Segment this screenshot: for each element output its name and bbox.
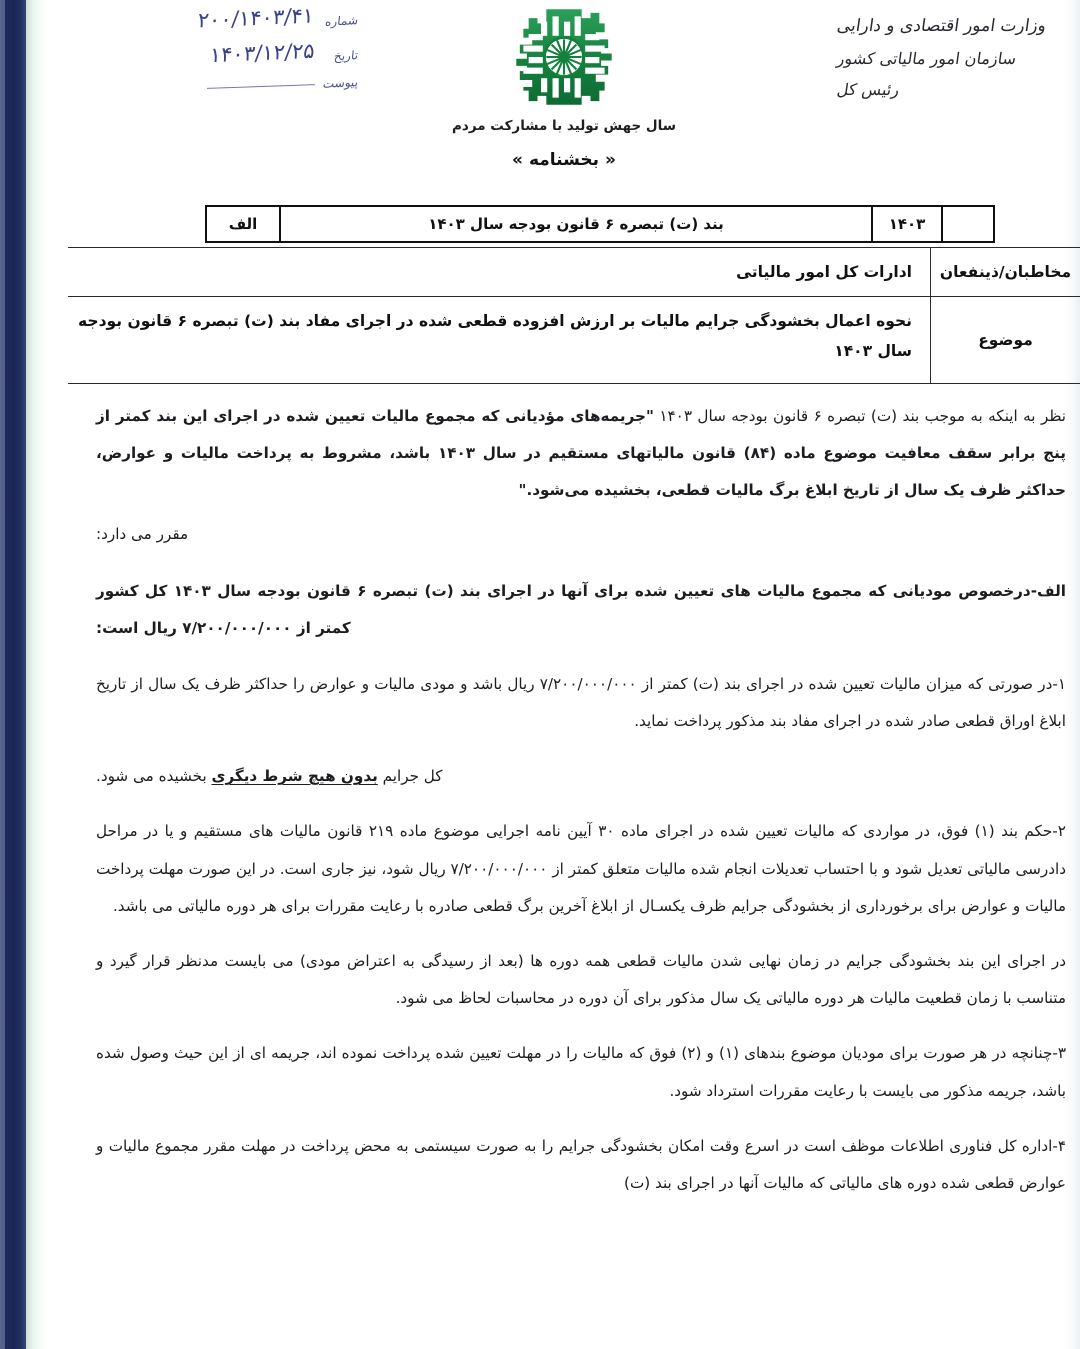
subject-value: نحوه اعمال بخشودگی جرایم مالیات بر ارزش افزوده قطعی شده در اجرای مفاد بند (ت) تبصره ۶ قانون بودجه سال ۱۴۰۳ [78, 312, 912, 361]
clause-1-emphasis: بدون هیچ شرط دیگری [211, 767, 378, 786]
subject-label: موضوع [930, 297, 1080, 383]
clause-1-lead: کل جرایم [377, 767, 443, 786]
clause-3-paragraph: ۳-چنانچه در هر صورت برای مودیان موضوع بندهای (۱) و (۲) فوق که مالیات را در مهلت تعیین شده پرداخت نموده اند، جریمه ای از این حیث وصول شده باشد، جریمه مذکور می بایست با رعایت مقررات استرداد شود. [96, 1044, 1066, 1100]
scan-strip-outer-edge [0, 0, 5, 1349]
attachment-label: پیوست [322, 75, 359, 91]
date-label: تاریخ [333, 48, 359, 64]
number-label: شماره [324, 13, 359, 29]
audience-value: ادارات کل امور مالیاتی [736, 263, 912, 281]
section-alef-paragraph: الف-درخصوص مودیانی که مجموع مالیات های تعیین شده برای آنها در اجرای بند (ت) تبصره ۶ قانون بودجه سال ۱۴۰۳ کل کشور کمتر از ۷/۲۰۰/۰۰۰/۰۰۰ ریال است: [96, 582, 1067, 638]
clause-4-paragraph: ۴-اداره کل فناوری اطلاعات موظف است در اسرع وقت امکان بخشودگی جرایم را به صورت سیستمی به محض پرداخت در مهلت مقرر مجموع مالیات و عوارض قطعی شده دوره های مالیاتی که مالیات آنها در اجرای بند (ت) [96, 1136, 1066, 1193]
emblem-block [48, 4, 1080, 170]
letter-header [48, 0, 1080, 200]
clause-2-continuation: در اجرای این بند بخشودگی جرایم در زمان نهایی شدن مالیات قطعی همه دوره ها (بعد از رسیدگی به اعتراض مودی) می بایست مدنظر قرار گیرد و متناسب با زمان قطعیت مالیات هر دوره مالیاتی یک سال مذکور برای آن دوره در محاسبات لحاظ می شود. [96, 952, 1066, 1008]
date-value: ۱۴۰۳/۱۲/۲۵ [208, 38, 316, 68]
audience-label: مخاطبان/ذینفعان [930, 248, 1080, 296]
clause-1-tail: بخشیده می شود. [96, 767, 212, 786]
quoted-law-text: "جریمه‌های مؤدیانی که مجموع مالیات تعیین شده در اجرای این بند کمتر از پنج برابر سقف معافیت موضوع ماده (۸۴) قانون مالیاتهای مستقیم در سال ۱۴۰۳ باشد، مشروط به پرداخت مالیات و عوارض، حداکثر ظرف یک سال از تاریخ ابلاغ برگ مالیات قطعی، بخشیده می‌شود." [96, 407, 1066, 500]
letter-body [68, 386, 1080, 1349]
document-sheet [48, 0, 1080, 1349]
table-row [68, 248, 1080, 297]
number-value: ۲۰۰/۱۴۰۳/۴۱ [197, 3, 316, 33]
year-slogan: سال جهش تولید با مشارکت مردم [452, 118, 676, 134]
letterhead-role: رئیس کل [835, 80, 901, 100]
clause-1-paragraph: ۱-در صورتی که میزان مالیات تعیین شده در اجرای بند (ت) کمتر از ۷/۲۰۰/۰۰۰/۰۰۰ ریال باشد و مودی مالیات و عوارض را حداکثر ظرف یک سال از تاریخ ابلاغ اوراق قطعی صادر شده در اجرای مفاد بند مذکور پرداخت نماید. [96, 674, 1066, 730]
letterhead-organization: سازمان امور مالیاتی کشور [835, 49, 1018, 69]
intro-paragraph [96, 398, 1066, 510]
intro-lead: نظر به اینکه به موجب بند (ت) تبصره ۶ قانون بودجه سال ۱۴۰۳ [653, 407, 1067, 425]
document-type-label: « بخشنامه » [512, 150, 616, 170]
meta-table [68, 247, 1080, 384]
letterhead-ministry: وزارت امور اقتصادی و دارایی [835, 16, 1048, 36]
table-row [68, 297, 1080, 383]
tax-organization-emblem-icon [511, 4, 617, 110]
classification-title-cell: بند (ت) تبصره ۶ قانون بودجه سال ۱۴۰۳ [279, 207, 871, 241]
classification-blank-cell [941, 207, 993, 241]
intro-closing: مقرر می دارد: [96, 524, 189, 543]
classification-year-cell: ۱۴۰۳ [871, 207, 941, 241]
scan-strip-light-edge [26, 0, 48, 1349]
classification-code-cell: الف [228, 215, 258, 233]
classification-table [205, 205, 995, 243]
clause-2-paragraph: ۲-حکم بند (۱) فوق، در مواردی که مالیات تعیین شده در اجرای ماده ۳۰ آیین نامه اجرایی موضوع ماده ۲۱۹ قانون مالیات های مستقیم و یا در مراحل دادرسی مالیاتی تعدیل شود و با احتساب تعدیلات انجام شده مالیات متعلق کمتر از ۷/۲۰۰/۰۰۰/۰۰۰ ریال شود، نیز جاری است. در این صورت مهلت پرداخت مالیات و عوارض برای برخورداری از بخشودگی جرایم ظرف یکسـال از ابلاغ آخرین برگ قطعی صادره با رعایت مقررات برای هر دوره مالیاتی می باشد. [96, 822, 1066, 915]
clause-1-conclusion [96, 758, 1066, 795]
